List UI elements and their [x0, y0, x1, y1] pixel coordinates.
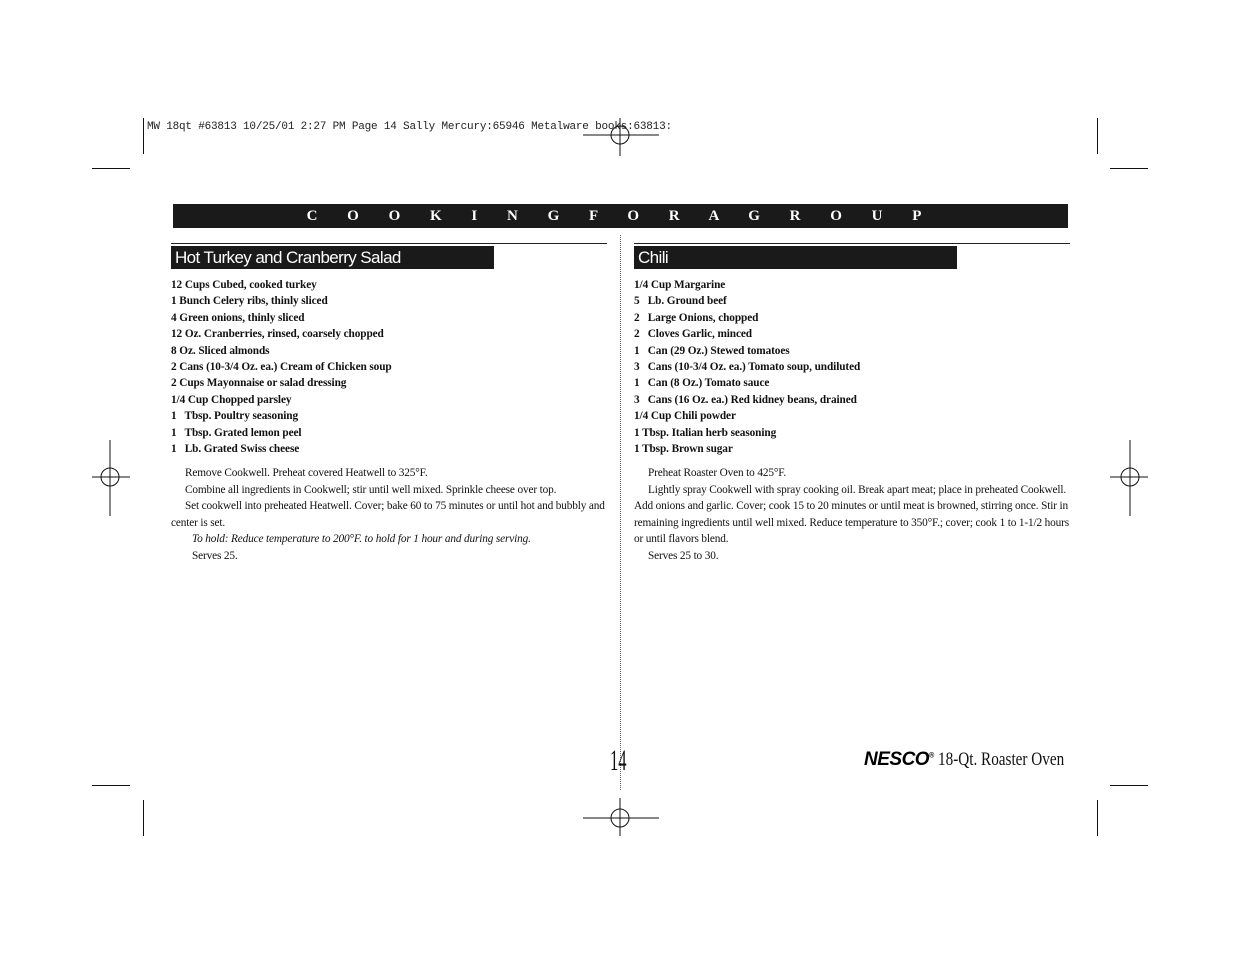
recipe-chili — [634, 243, 1070, 564]
recipe-title: Hot Turkey and Cranberry Salad — [175, 247, 401, 267]
ingredient: 1 Can (29 Oz.) Stewed tomatoes — [634, 344, 790, 357]
ingredient: 8 Oz. Sliced almonds — [171, 344, 270, 357]
registration-mark-right-icon — [1110, 440, 1148, 516]
recipe-turkey-cranberry-salad — [171, 243, 607, 564]
directions — [171, 465, 607, 563]
ingredient: 2 Cans (10-3/4 Oz. ea.) Cream of Chicken soup — [171, 361, 392, 374]
ingredient: 3 Cans (10-3/4 Oz. ea.) Tomato soup, undiluted — [634, 361, 861, 374]
recipe-title-bar — [171, 246, 494, 269]
ingredient: 12 Cups Cubed, cooked turkey — [171, 279, 317, 291]
gutter-divider — [620, 235, 621, 790]
ingredient: 2 Cloves Garlic, minced — [634, 328, 752, 341]
ingredient: 1 Tbsp. Poultry seasoning — [171, 410, 299, 423]
ingredient: 1 Bunch Celery ribs, thinly sliced — [171, 295, 328, 308]
ingredient: 3 Cans (16 Oz. ea.) Red kidney beans, drained — [634, 393, 857, 406]
registration-mark-left-icon — [92, 440, 130, 516]
holding-note: To hold: Reduce temperature to 200°F. to hold for 1 hour and during serving. — [192, 533, 531, 546]
serves: Serves 25 to 30. — [648, 549, 719, 562]
section-title: C O O K I N G F O R A G R O U P — [306, 207, 935, 224]
ingredient-list — [634, 277, 1070, 457]
recipe-title-bar — [634, 246, 957, 269]
ingredient: 1 Lb. Grated Swiss cheese — [171, 443, 300, 456]
ingredient: 1 Tbsp. Brown sugar — [634, 443, 733, 456]
ingredient: 12 Oz. Cranberries, rinsed, coarsely chopped — [171, 328, 384, 341]
direction-step: Lightly spray Cookwell with spray cooking oil. Break apart meat; place in preheated Cookwell. Add onions and garlic. Cover; cook 15 to 20 minutes or until meat is browned, stirring once. Stir in remaining ingredients until well mixed. Reduce temperature to 350°F.; cover; cook 1 to 1-1/2 hours or until flavors blend. — [634, 483, 1070, 546]
ingredient: 1 Tbsp. Italian herb seasoning — [634, 426, 777, 439]
directions — [634, 465, 1070, 563]
column-rule — [634, 243, 1070, 244]
product-name: 18-Qt. Roaster Oven — [937, 749, 1064, 770]
page-number: 14 — [610, 744, 627, 777]
direction-step: Combine all ingredients in Cookwell; stir until well mixed. Sprinkle cheese over top. — [185, 483, 557, 496]
direction-step: Set cookwell into preheated Heatwell. Cover; bake 60 to 75 minutes or until hot and bubbly and center is set. — [171, 500, 605, 529]
brand-name: NESCO — [864, 749, 930, 770]
ingredient: 4 Green onions, thinly sliced — [171, 311, 305, 324]
ingredient: 1/4 Cup Chili powder — [634, 410, 736, 423]
direction-step: Preheat Roaster Oven to 425°F. — [648, 467, 787, 480]
ingredient: 1 Tbsp. Grated lemon peel — [171, 426, 302, 439]
ingredient: 2 Large Onions, chopped — [634, 311, 759, 324]
direction-step: Remove Cookwell. Preheat covered Heatwell to 325°F. — [185, 467, 428, 480]
ingredient: 2 Cups Mayonnaise or salad dressing — [171, 377, 347, 390]
footer-brand — [864, 749, 1096, 771]
recipe-title: Chili — [638, 247, 669, 267]
section-banner — [173, 204, 1068, 228]
registration-mark-top-icon — [583, 118, 659, 156]
ingredient: 5 Lb. Ground beef — [634, 295, 727, 308]
registration-mark-bottom-icon — [583, 798, 659, 836]
column-rule — [171, 243, 607, 244]
ingredient: 1 Can (8 Oz.) Tomato sauce — [634, 377, 770, 390]
ingredient: 1/4 Cup Margarine — [634, 279, 726, 291]
serves: Serves 25. — [192, 549, 238, 562]
printer-slug-line: MW 18qt #63813 10/25/01 2:27 PM Page 14 Sally Mercury:65946 Metalware books:63813: — [147, 121, 672, 133]
nesco-logo — [864, 749, 934, 771]
registered-mark: ® — [929, 752, 934, 760]
ingredient-list — [171, 277, 607, 457]
ingredient: 1/4 Cup Chopped parsley — [171, 393, 292, 406]
